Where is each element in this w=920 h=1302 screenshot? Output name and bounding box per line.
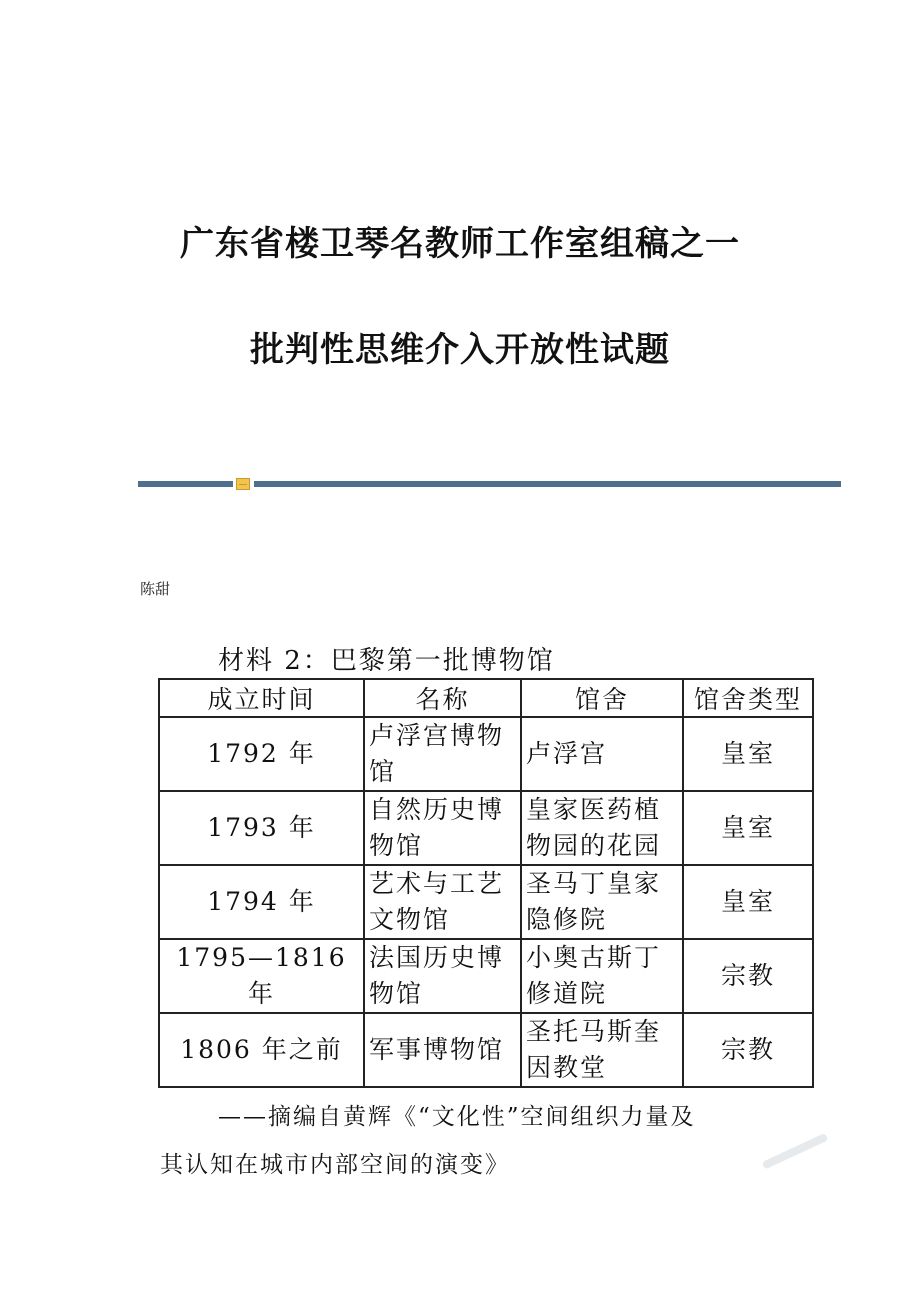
divider-emblem-icon — [236, 478, 250, 490]
cell-building: 皇家医药植物园的花园 — [521, 791, 683, 865]
document-title-line-2: 批判性思维介入开放性试题 — [250, 330, 670, 370]
header-building: 馆舍 — [521, 679, 683, 717]
author-name: 陈甜 — [140, 580, 171, 598]
cell-time: 1792 年 — [159, 717, 364, 791]
header-name: 名称 — [364, 679, 521, 717]
cell-type: 宗教 — [683, 1013, 813, 1087]
cell-building: 圣托马斯奎因教堂 — [521, 1013, 683, 1087]
table-row — [159, 865, 813, 939]
table-row — [159, 939, 813, 1013]
cell-time: 1806 年之前 — [159, 1013, 364, 1087]
material-caption: 材料 2：巴黎第一批博物馆 — [218, 646, 555, 676]
cell-time: 1794 年 — [159, 865, 364, 939]
cell-name: 艺术与工艺文物馆 — [364, 865, 521, 939]
source-citation-line-1: ——摘编自黄辉《“文化性”空间组织力量及 — [218, 1104, 696, 1130]
cell-name: 自然历史博物馆 — [364, 791, 521, 865]
source-citation-line-2: 其认知在城市内部空间的演变》 — [160, 1152, 510, 1178]
cell-name: 军事博物馆 — [364, 1013, 521, 1087]
title-divider — [138, 478, 841, 490]
watermark-icon — [757, 1120, 842, 1181]
cell-name: 卢浮宫博物馆 — [364, 717, 521, 791]
divider-bar-right — [254, 481, 841, 487]
table-row — [159, 791, 813, 865]
table-header-row — [159, 679, 813, 717]
cell-building: 圣马丁皇家隐修院 — [521, 865, 683, 939]
cell-type: 皇室 — [683, 865, 813, 939]
table-row — [159, 1013, 813, 1087]
document-title-line-1: 广东省楼卫琴名教师工作室组稿之一 — [180, 224, 740, 264]
cell-type: 宗教 — [683, 939, 813, 1013]
table-row — [159, 717, 813, 791]
cell-time: 1795—1816 年 — [159, 939, 364, 1013]
cell-time: 1793 年 — [159, 791, 364, 865]
cell-type: 皇室 — [683, 717, 813, 791]
museum-table — [158, 678, 814, 1088]
header-time: 成立时间 — [159, 679, 364, 717]
cell-building: 小奥古斯丁修道院 — [521, 939, 683, 1013]
cell-name: 法国历史博物馆 — [364, 939, 521, 1013]
cell-building: 卢浮宫 — [521, 717, 683, 791]
header-type: 馆舍类型 — [683, 679, 813, 717]
divider-bar-left — [138, 481, 233, 487]
cell-type: 皇室 — [683, 791, 813, 865]
